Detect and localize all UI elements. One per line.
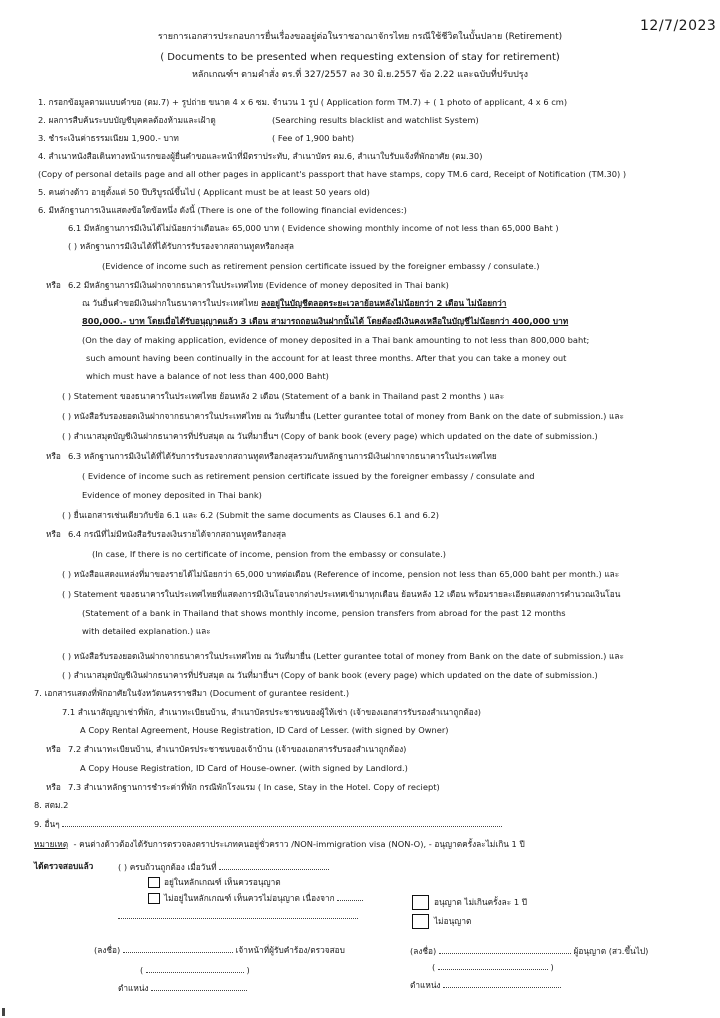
item-6-1-checkbox[interactable]: ( ) หลักฐานการมีเงินได้ที่ได้รับการรับรองจากสถานทูตหรือกงสุล <box>68 241 295 251</box>
item-6-4-english: (In case, If there is no certificate of income, pension from the embassy or consulate.) <box>92 549 446 559</box>
remark <box>34 840 525 850</box>
item-5: 5. คนต่างด้าว อายุตั้งแต่ 50 ปีบริบูรณ์ขึ้นไป ( Applicant must be at least 50 years old) <box>38 187 370 197</box>
item-6-2: 6.2 มีหลักฐานการมีเงินฝากจากธนาคารในประเทศไทย (Evidence of money deposited in Thai bank) <box>68 280 449 290</box>
item-6-4: 6.4 กรณีที่ไม่มีหนังสือรับรองเงินรายได้จากสถานทูตหรือกงสุล <box>68 529 287 539</box>
item-6-1: 6.1 มีหลักฐานการมีเงินได้ไม่น้อยกว่าเดือนละ 65,000 บาท ( Evidence showing monthly income of not less than 65,000 Baht ) <box>68 223 559 233</box>
ineligible-checkbox[interactable] <box>148 893 160 904</box>
item-6-4-letter-checkbox[interactable]: ( ) หนังสือรับรองยอดเงินฝากจากธนาคารในประเทศไทย ณ วันที่มายื่น (Letter gurantee total of money from Bank on the date of submission.) และ <box>62 651 624 661</box>
approver-signature <box>410 946 648 957</box>
item-7-1: 7.1 สำเนาสัญญาเช่าที่พัก, สำเนาทะเบียนบ้าน, สำเนาบัตรประชาชนของผู้ให้เช่า (เจ้าของเอกสารรับรองสำเนาถูกต้อง) <box>62 707 482 717</box>
review-position <box>118 983 247 994</box>
approver-sign-line[interactable] <box>439 946 571 954</box>
document-date: 12/7/2023 <box>640 18 717 34</box>
item-1: 1. กรอกข้อมูลตามแบบคำขอ (ตม.7) + รูปถ่าย ขนาด 4 x 6 ซม. จำนวน 1 รูป ( Application form TM.7) + ( 1 photo of applicant, 4 x 6 cm) <box>38 97 568 107</box>
review-checked-label: ได้ตรวจสอบแล้ว <box>34 861 94 871</box>
item-2-thai: 2. ผลการสืบค้นระบบบัญชีบุคคลต้องห้ามและเฝ้าดู <box>38 115 216 125</box>
approver-printed-name <box>432 962 554 973</box>
remark-text: - คนต่างด้าวต้องได้รับการตรวจลงตราประเภทคนอยู่ชั่วคราว /NON-immigration visa (NON-O), - อนุญาตครั้งละไม่เกิน 1 ปี <box>73 839 525 849</box>
review-printed-name <box>140 965 250 976</box>
position-label: ตำแหน่ง <box>118 983 149 993</box>
item-6-3-english-1: ( Evidence of income such as retirement pension certificate issued by the foreigner embassy / consulate and <box>82 471 535 481</box>
item-4-english: (Copy of personal details page and all other pages in applicant's passport that have stamps, copy TM.6 card, Receipt of Notification (TM.30) ) <box>38 169 627 179</box>
scan-mark <box>2 1008 5 1016</box>
approver-name-line[interactable] <box>438 962 548 970</box>
approver-role: ผู้อนุญาต (สว.ขึ้นไป) <box>573 946 649 956</box>
item-8: 8. สตม.2 <box>34 800 69 810</box>
reject-option <box>412 914 471 929</box>
item-6-2-english-3: which must have a balance of not less than 400,000 Baht) <box>86 371 329 381</box>
review-option-complete <box>118 862 329 873</box>
item-2-english: (Searching results blacklist and watchlist System) <box>272 115 479 125</box>
title-english: ( Documents to be presented when requesting extension of stay for retirement) <box>160 52 560 63</box>
item-7-2: 7.2 สำเนาทะเบียนบ้าน, สำเนาบัตรประชาชนของเจ้าบ้าน (เจ้าของเอกสารรับรองสำเนาถูกต้อง) <box>68 744 407 754</box>
or-label: หรือ <box>46 744 61 754</box>
close-paren: ) <box>550 962 554 972</box>
item-6-2-english-1: (On the day of making application, evidence of money deposited in a Thai bank amounting to not less than 800,000 baht; <box>82 335 590 345</box>
review-option-eligible <box>148 877 281 888</box>
or-label: หรือ <box>46 782 61 792</box>
item-6-3-english-2: Evidence of money deposited in Thai bank) <box>82 490 262 500</box>
open-paren: ( <box>140 965 144 975</box>
item-6-2-amount: 800,000.- บาท โดยเมื่อได้รับอนุญาตแล้ว 3 เดือน สามารถถอนเงินฝากนั้นได้ โดยต้องมีเงินคงเหลือในบัญชีไม่น้อยกว่า 400,000 บาท <box>82 316 569 326</box>
close-paren: ) <box>246 965 250 975</box>
item-9-fill-line[interactable] <box>62 819 502 827</box>
signature-line[interactable] <box>123 945 233 953</box>
item-6-2-condition-bold: ลงอยู่ในบัญชีตลอดระยะเวลาย้อนหลังไม่น้อยกว่า 2 เดือน ไม่น้อยกว่า <box>261 298 507 308</box>
review-signature <box>94 945 345 956</box>
signature-label: (ลงชื่อ) <box>94 945 121 955</box>
open-paren: ( <box>432 962 436 972</box>
item-6-1-english: (Evidence of income such as retirement pension certificate issued by the foreigner embassy / consulate.) <box>102 261 540 271</box>
item-6: 6. มีหลักฐานการเงินแสดงข้อใดข้อหนึ่ง ดังนี้ (There is one of the following financial evidences:) <box>38 205 407 215</box>
approver-sign-label: (ลงชื่อ) <box>410 946 437 956</box>
item-3-thai: 3. ชำระเงินค่าธรรมเนียม 1,900.- บาท <box>38 133 179 143</box>
legal-reference: หลักเกณฑ์ฯ ตามคำสั่ง ตร.ที่ 327/2557 ลง 30 มิ.ย.2557 ข้อ 2.22 และฉบับที่ปรับปรุง <box>191 70 529 80</box>
approver-position-label: ตำแหน่ง <box>410 980 441 990</box>
item-6-2-bankbook-checkbox[interactable]: ( ) สำเนาสมุดบัญชีเงินฝากธนาคารที่ปรับสมุด ณ วันที่มายื่นฯ (Copy of bank book (every page) which updated on the date of submission.) <box>62 431 598 441</box>
item-6-2-english-2: such amount having been continually in the account for at least three months. After that you can take a money out <box>86 353 567 363</box>
item-6-4-statement-checkbox[interactable]: ( ) Statement ของธนาคารในประเทศไทยที่แสดงการมีเงินโอนจากต่างประเทศเข้ามาทุกเดือน ย้อนหลัง 12 เดือน พร้อมรายละเอียดแสดงการคำนวณเงินโอน <box>62 589 621 599</box>
ineligible-reason-line[interactable] <box>337 893 363 901</box>
ineligible-label: ไม่อยู่ในหลักเกณฑ์ เห็นควรไม่อนุญาต เนื่องจาก <box>164 893 335 903</box>
printed-name-line[interactable] <box>146 965 244 973</box>
review-date-line[interactable] <box>219 862 329 870</box>
reason-line[interactable] <box>118 911 358 919</box>
eligible-checkbox[interactable] <box>148 877 160 888</box>
item-4: 4. สำเนาหนังสือเดินทางหน้าแรกของผู้ยื่นคำขอและหน้าที่มีตราประทับ, สำเนาบัตร ตม.6, สำเนาใบรับแจ้งที่พักอาศัย (ตม.30) <box>38 151 483 161</box>
reject-label: ไม่อนุญาต <box>434 916 472 926</box>
title-thai: รายการเอกสารประกอบการยื่นเรื่องขออยู่ต่อในราชอาณาจักรไทย กรณีใช้ชีวิตในบั้นปลาย (Retirement) <box>157 32 563 42</box>
item-9 <box>34 819 502 830</box>
approve-label: อนุญาต ไม่เกินครั้งละ 1 ปี <box>434 897 527 907</box>
or-label: หรือ <box>46 529 61 539</box>
item-3-english: ( Fee of 1,900 baht) <box>272 133 355 143</box>
item-6-2-condition <box>82 299 506 309</box>
item-6-2-condition-plain: ณ วันยื่นคำขอมีเงินฝากในธนาคารในประเทศไทย <box>82 298 259 308</box>
or-label: หรือ <box>46 280 61 290</box>
item-7-1-english: A Copy Rental Agreement, House Registration, ID Card of Lesser. (with signed by Owner) <box>80 725 449 735</box>
item-9-label: 9. อื่นๆ <box>34 819 60 829</box>
reject-checkbox[interactable] <box>412 914 429 929</box>
item-6-4-income-checkbox[interactable]: ( ) หนังสือแสดงแหล่งที่มาของรายได้ไม่น้อยกว่า 65,000 บาทต่อเดือน (Reference of income, pension not less than 65,000 baht per month.) และ <box>62 569 620 579</box>
item-6-3-checkbox[interactable]: ( ) ยื่นเอกสารเช่นเดียวกับข้อ 6.1 และ 6.2 (Submit the same documents as Clauses 6.1 and 6.2) <box>62 510 439 520</box>
item-7-3: 7.3 สำเนาหลักฐานการชำระค่าที่พัก กรณีพักโรงแรม ( In case, Stay in the Hotel. Copy of reciept) <box>68 782 440 792</box>
item-6-3: 6.3 หลักฐานการมีเงินได้ที่ได้รับการรับรองจากสถานทูตหรือกงสุลรวมกับหลักฐานการมีเงินฝากจากธนาคารในประเทศไทย <box>68 451 497 461</box>
review-complete-label[interactable]: ( ) ครบถ้วนถูกต้อง เมื่อวันที่ <box>118 862 217 872</box>
approver-position-line[interactable] <box>443 980 561 988</box>
approver-position <box>410 980 561 991</box>
approve-checkbox[interactable] <box>412 895 429 910</box>
item-6-4-statement-english-2: with detailed explanation.) และ <box>82 626 211 636</box>
item-7-2-english: A Copy House Registration, ID Card of House-owner. (with signed by Landlord.) <box>80 763 408 773</box>
item-6-2-letter-checkbox[interactable]: ( ) หนังสือรับรองยอดเงินฝากจากธนาคารในประเทศไทย ณ วันที่มายื่น (Letter gurantee total of money from Bank on the date of submission.) และ <box>62 411 624 421</box>
item-6-4-bankbook-checkbox[interactable]: ( ) สำเนาสมุดบัญชีเงินฝากธนาคารที่ปรับสมุด ณ วันที่มายื่นฯ (Copy of bank book (every page) which updated on the date of submission.) <box>62 670 598 680</box>
eligible-label: อยู่ในหลักเกณฑ์ เห็นควรอนุญาต <box>164 877 281 887</box>
item-6-2-statement-checkbox[interactable]: ( ) Statement ของธนาคารในประเทศไทย ย้อนหลัง 2 เดือน (Statement of a bank in Thailand past 2 months ) และ <box>62 391 505 401</box>
or-label: หรือ <box>46 451 61 461</box>
review-reason-line-2 <box>118 911 358 922</box>
signature-role: เจ้าหน้าที่ผู้รับคำร้อง/ตรวจสอบ <box>235 945 345 955</box>
approve-option <box>412 895 527 910</box>
remark-label: หมายเหตุ <box>34 839 69 849</box>
position-line[interactable] <box>151 983 247 991</box>
item-7: 7. เอกสารแสดงที่พักอาศัยในจังหวัดนครราชสีมา (Document of gurantee resident.) <box>34 688 350 698</box>
review-option-ineligible <box>148 893 363 904</box>
item-6-4-statement-english-1: (Statement of a bank in Thailand that shows monthly income, pension transfers from abroad for the past 12 months <box>82 608 566 618</box>
